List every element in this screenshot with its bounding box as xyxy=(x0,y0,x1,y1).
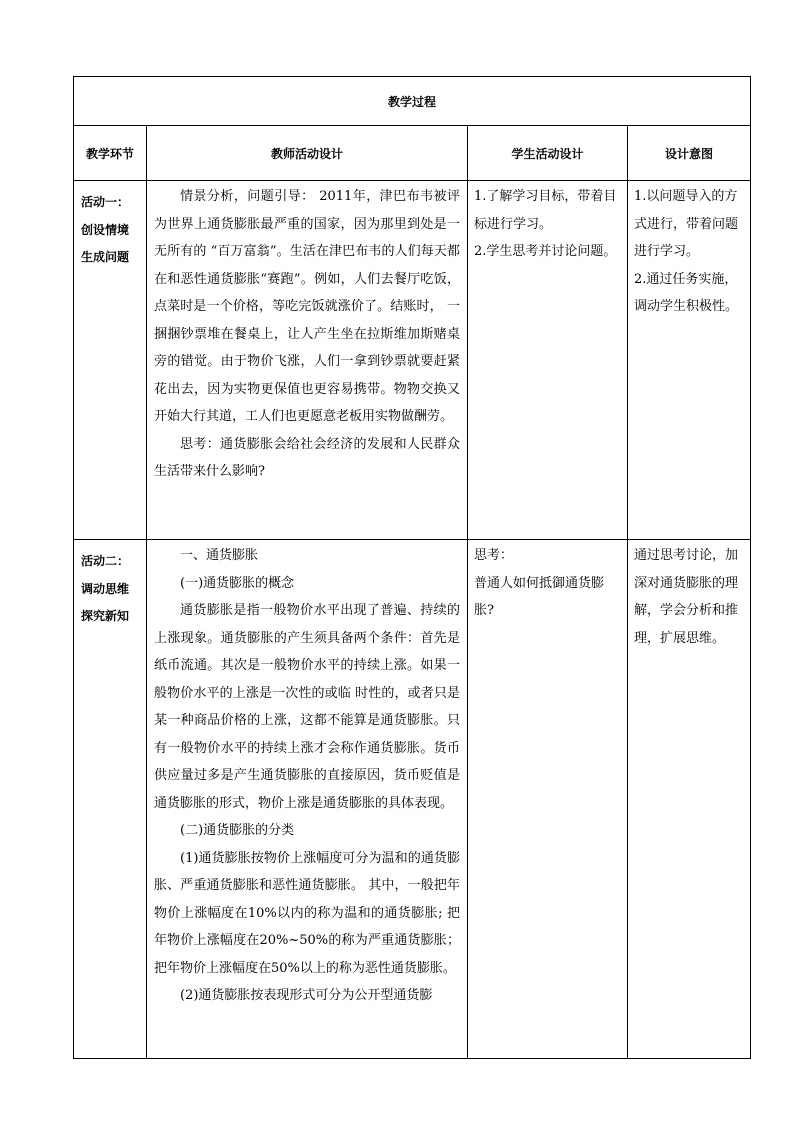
header-teacher: 教师活动设计 xyxy=(147,126,468,181)
header-stage: 教学环节 xyxy=(74,126,147,181)
table-title: 教学过程 xyxy=(74,77,751,126)
design-intent-cell xyxy=(628,181,751,540)
header-row xyxy=(74,126,751,181)
student-activity-cell xyxy=(468,540,628,1059)
stage-line: 活动一： xyxy=(81,195,130,209)
design-intent-cell xyxy=(628,540,751,1059)
teacher-paragraph: 思考：通货膨胀会给社会经济的发展和人民群众生活带来什么影响? xyxy=(154,436,460,479)
teacher-activity-cell xyxy=(147,540,468,1059)
intent-paragraph: 通过思考讨论，加深对通货膨胀的理解，学会分析和推理，扩展思维。 xyxy=(634,548,739,646)
stage-line: 探究新知 xyxy=(81,609,130,623)
stage-cell xyxy=(74,540,147,1059)
student-paragraph: 普通人如何抵御通货膨胀? xyxy=(474,575,605,618)
stage-line: 创设情境 xyxy=(81,222,130,237)
stage-line: 生成问题 xyxy=(81,250,130,264)
intent-paragraph: 2.通过任务实施，调动学生积极性。 xyxy=(634,271,739,314)
header-student: 学生活动设计 xyxy=(468,126,628,181)
intent-paragraph: 1.以问题导入的方式进行，带着问题进行学习。 xyxy=(634,189,739,259)
teacher-paragraph: (二)通货膨胀的分类 xyxy=(180,823,295,838)
stage-line: 调动思维 xyxy=(81,581,130,596)
student-paragraph: 1.了解学习目标，带着目标进行学习。 xyxy=(474,189,617,232)
teacher-paragraph: (一)通货膨胀的概念 xyxy=(180,575,295,591)
stage-line: 活动二： xyxy=(81,554,130,568)
teacher-paragraph: 情景分析，问题引导： 2011年，津巴布韦被评为世界上通货膨胀最严重的国家，因为那里到处是一无所有的 “百万富翁”。生活在津巴布韦的人们每天都在和恶性通货膨胀“赛跑”。例如，人们去餐厅吃饭，点菜时是一个价格，等吃完饭就涨价了。结账时， 一捆捆钞票堆在餐桌上，让人产生坐在拉斯维加斯赌桌旁的错觉。由于物价飞涨，人们一拿到钞票就要赶紧花出去，因为实物更保值也更容易携带。物物交换又开始大行其道，工人们也更愿意老板用实物做酬劳。 xyxy=(154,189,460,424)
stage-cell xyxy=(74,181,147,540)
table-row xyxy=(74,540,751,1059)
header-intent: 设计意图 xyxy=(628,126,751,181)
teacher-paragraph: 一、通货膨胀 xyxy=(180,548,259,563)
teacher-paragraph: 通货膨胀是指一般物价水平出现了普遍、持续的上涨现象。通货膨胀的产生须具备两个条件：首先是纸币流通。其次是一般物价水平的持续上涨。如果一般物价水平的上涨是一次性的或临 时性的，或者只是某一种商品价格的上涨，这都不能算是通货膨胀。只有一般物价水平的持续上涨才会称作通货膨胀。货币供应量过多是产生通货膨胀的直接原因，货币贬值是通货膨胀的形式，物价上涨是通货膨胀的具体表现。 xyxy=(154,603,460,811)
student-paragraph: 思考： xyxy=(474,548,514,563)
teaching-process-table xyxy=(73,76,751,1059)
table-row xyxy=(74,181,751,540)
teacher-paragraph: (2)通货膨胀按表现形式可分为公开型通货膨 xyxy=(180,988,433,1003)
teacher-paragraph: (1)通货膨胀按物价上涨幅度可分为温和的通货膨胀、严重通货膨胀和恶性通货膨胀。 其中，一般把年物价上涨幅度在10%以内的称为温和的通货膨胀; 把年物价上涨幅度在20%~50%的称为严重通货膨胀；把年物价上涨幅度在50%以上的称为恶性通货膨胀。 xyxy=(154,850,460,976)
teacher-activity-cell xyxy=(147,181,468,540)
student-activity-cell xyxy=(468,181,628,540)
student-paragraph: 2.学生思考并讨论问题。 xyxy=(474,244,617,259)
